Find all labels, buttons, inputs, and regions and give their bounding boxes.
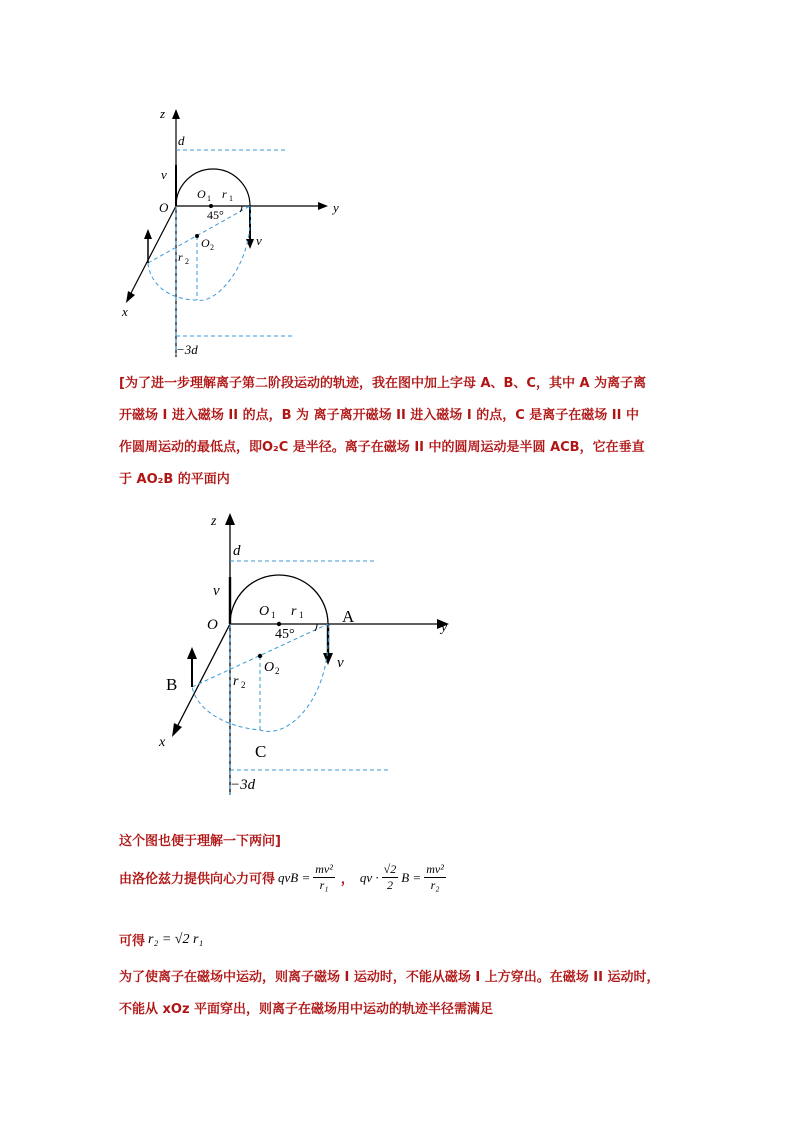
label-d: d bbox=[233, 543, 241, 559]
label-angle: 45° bbox=[207, 208, 224, 222]
label-B: B bbox=[166, 675, 178, 694]
eq2-num: √2 bbox=[383, 862, 397, 876]
label-r2: r bbox=[233, 674, 239, 689]
label-O2-sub: 2 bbox=[275, 666, 280, 676]
center-O1 bbox=[277, 622, 281, 626]
label-angle: 45° bbox=[275, 627, 295, 642]
eq2-left: qv · bbox=[359, 869, 379, 885]
label-A: A bbox=[342, 607, 355, 626]
label-r1-sub: 1 bbox=[299, 610, 304, 620]
label-r1: r bbox=[291, 604, 297, 619]
label-minus3d: −3d bbox=[176, 342, 198, 357]
paragraph-2-line-2 bbox=[119, 862, 446, 893]
label-y: y bbox=[441, 620, 448, 635]
center-O2 bbox=[195, 234, 199, 238]
label-C: C bbox=[255, 742, 267, 761]
ellipse-field-2 bbox=[148, 206, 250, 300]
result-text: 可得 bbox=[119, 934, 146, 949]
paragraph-1-line-2: 开磁场 I 进入磁场 II 的点，B 为 离子离开磁场 II 进入磁场 I 的点，C 是离子在磁场 II 中 bbox=[119, 408, 639, 423]
x-arrowhead bbox=[172, 723, 182, 737]
label-d: d bbox=[178, 133, 185, 148]
label-O2: O bbox=[264, 660, 275, 675]
label-r2-sub: 2 bbox=[185, 257, 189, 266]
figure-1-svg bbox=[100, 95, 360, 365]
eq-separator: ， bbox=[340, 872, 354, 887]
label-O1-sub: 1 bbox=[207, 194, 211, 203]
label-O: O bbox=[159, 200, 169, 215]
label-y: y bbox=[333, 200, 339, 215]
semicircle-field-1 bbox=[176, 169, 250, 206]
eq1-fraction bbox=[313, 862, 335, 893]
v-B-arrowhead bbox=[187, 647, 197, 659]
paragraph-2-line-5: 不能从 xOz 平面穿出，则离子在磁场用中运动的轨迹半径需满足 bbox=[119, 1002, 494, 1017]
label-v-top: v bbox=[213, 583, 220, 599]
label-r2-sub: 2 bbox=[241, 680, 246, 690]
label-r1-sub: 1 bbox=[229, 194, 233, 203]
label-v-right: v bbox=[256, 233, 262, 248]
paragraph-2-line-4: 为了使离子在磁场中运动，则离子磁场 I 运动时，不能从磁场 I 上方穿出。在磁场 II 运动时， bbox=[119, 970, 660, 985]
figure-2 bbox=[145, 505, 475, 805]
eq2-den: 2 bbox=[386, 878, 393, 892]
paragraph-2 bbox=[119, 830, 719, 1020]
label-O1-sub: 1 bbox=[271, 610, 276, 620]
label-v-right: v bbox=[337, 655, 344, 671]
paragraph-1-line-3: 作圆周运动的最低点，即O₂C 是半径。离子在磁场 II 中的圆周运动是半圆 ACB，它在垂直 bbox=[119, 440, 645, 455]
x-arrowhead bbox=[126, 291, 135, 303]
eq2-fraction-2 bbox=[424, 862, 446, 893]
label-z: z bbox=[211, 514, 217, 529]
paragraph-1 bbox=[119, 372, 679, 487]
figure-2-svg bbox=[145, 505, 475, 805]
paragraph-2-line-3 bbox=[119, 930, 203, 949]
eq1-den: r₁ bbox=[319, 878, 329, 892]
angle-arc bbox=[315, 624, 317, 631]
eq2-den2: r₂ bbox=[430, 878, 440, 892]
eq2-num2: mv² bbox=[426, 862, 444, 876]
x-axis bbox=[130, 206, 176, 295]
lorentz-text: 由洛伦兹力提供向心力可得 bbox=[119, 872, 276, 887]
label-O2-sub: 2 bbox=[210, 243, 214, 252]
eq3: r₂ = √2 r₁ bbox=[148, 931, 204, 947]
v-right-arrowhead bbox=[323, 653, 333, 665]
semicircle-field-1 bbox=[230, 575, 328, 624]
paragraph-2-line-1: 这个图也便于理解一下两问] bbox=[119, 834, 281, 849]
label-O1: O bbox=[259, 604, 270, 619]
label-x: x bbox=[122, 304, 128, 319]
label-minus3d: −3d bbox=[230, 777, 256, 793]
label-r2: r bbox=[178, 250, 183, 264]
eq2-fraction-1 bbox=[382, 862, 399, 893]
label-v-top: v bbox=[161, 167, 167, 182]
eq1-num: mv² bbox=[315, 862, 333, 876]
label-r1: r bbox=[222, 187, 227, 201]
v-B-arrowhead bbox=[144, 229, 152, 239]
z-arrowhead bbox=[172, 109, 180, 119]
label-z: z bbox=[160, 106, 166, 121]
label-O1: O bbox=[197, 187, 206, 201]
center-O2 bbox=[258, 654, 262, 658]
eq1-left: qvB = bbox=[278, 869, 311, 885]
figure-1 bbox=[100, 95, 360, 365]
label-O2: O bbox=[201, 236, 210, 250]
z-arrowhead bbox=[225, 513, 235, 525]
y-arrowhead bbox=[318, 202, 328, 210]
paragraph-1-line-1: [为了进一步理解离子第二阶段运动的轨迹，我在图中加上字母 A、B、C，其中 A 为离子离 bbox=[119, 376, 647, 391]
x-axis bbox=[177, 624, 230, 727]
eq2-mid: B = bbox=[401, 869, 422, 885]
paragraph-1-line-4: 于 AO₂B 的平面内 bbox=[119, 472, 230, 487]
label-x: x bbox=[159, 735, 166, 750]
label-O: O bbox=[207, 617, 218, 633]
